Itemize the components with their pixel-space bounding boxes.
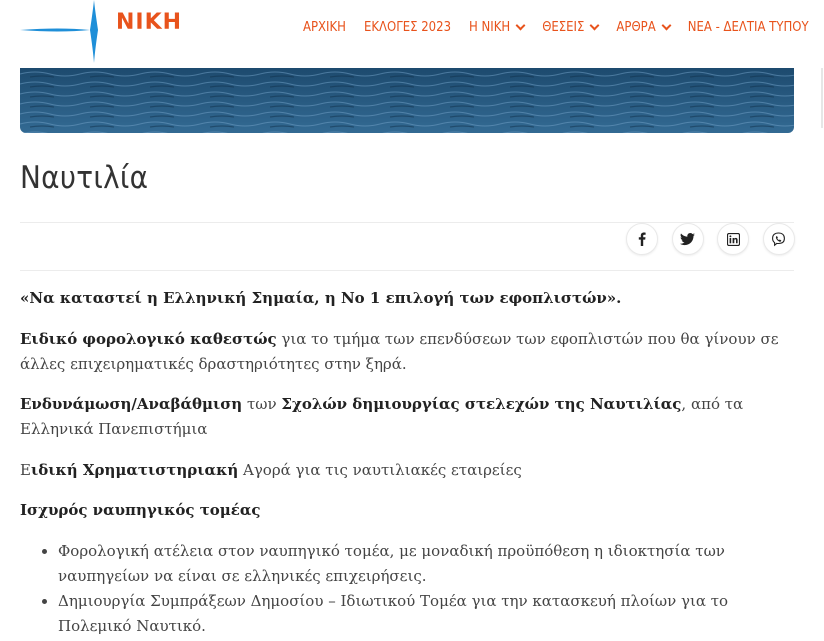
article-paragraph: [20, 498, 794, 523]
article-text: για το τμήμα των επενδύσεων των εφοπλιστών που θα γίνουν σε άλλες επιχειρηματικές δραστηριότητες στην ξηρά.: [20, 329, 779, 373]
page-title: Ναυτιλία: [20, 160, 149, 196]
share-linkedin-button[interactable]: [717, 223, 749, 255]
nav-item-positions[interactable]: [542, 17, 598, 37]
nav-item-label: ΑΡΘΡΑ: [616, 19, 656, 35]
viber-icon: [771, 232, 786, 247]
article-paragraph: [20, 286, 794, 311]
article-text: των: [242, 395, 282, 413]
article-bold-text: Σχολών δημιουργίας στελεχών της Ναυτιλίας: [281, 395, 682, 413]
share-facebook-button[interactable]: [626, 223, 658, 255]
chevron-down-icon: [590, 20, 600, 30]
nav-item-label: ΝΕΑ - ΔΕΛΤΙΑ ΤΥΠΟΥ: [687, 19, 809, 35]
list-item: • Φορολογική ατέλεια στον ναυπηγικό τομέα, με μοναδική προϋπόθεση η ιδιοκτησία των ναυπηγείων να είναι σε ελληνικές επιχειρήσεις.: [58, 539, 794, 589]
nav-item-news[interactable]: [688, 17, 809, 37]
site-logo[interactable]: [20, 0, 183, 66]
article-text: , από τα Ελληνικά Πανεπιστήμια: [20, 395, 744, 438]
article-paragraph: [20, 327, 794, 377]
article-text: Αγορά για τις ναυτιλιακές εταιρείες: [238, 460, 522, 479]
share-twitter-button[interactable]: [672, 223, 704, 255]
nav-item-label: Η ΝΙΚΗ: [469, 19, 511, 35]
article-paragraph: [20, 392, 794, 442]
divider: [20, 270, 794, 271]
logo-wordmark: ΝΙΚΗ: [116, 10, 183, 35]
nav-item-label: ΕΚΛΟΓΕΣ 2023: [363, 19, 452, 35]
article-bold-text: «Να καταστεί η Ελληνική Σημαία, η Νο 1 επιλογή των εφοπλιστών».: [20, 289, 622, 307]
linkedin-icon: [727, 233, 740, 246]
article-bold-text: Ισχυρός ναυπηγικός τομέας: [20, 501, 261, 519]
article-bold-text: Ειδικό φορολογικό καθεστώς: [20, 329, 277, 348]
main-navigation: [303, 17, 824, 37]
scrollbar-edge: [821, 68, 823, 128]
article-bullet-list: [58, 539, 794, 640]
article-bold-text: ιδική Χρηματιστηριακή: [30, 460, 239, 479]
list-item: • Δημιουργία Συμπράξεων Δημοσίου – Ιδιωτικού Τομέα για την κατασκευή πλοίων για το Πολεμικό Ναυτικό.: [58, 589, 794, 639]
article-paragraph: [20, 458, 794, 483]
site-header: [0, 0, 824, 68]
facebook-icon: [635, 232, 649, 246]
twitter-icon: [680, 233, 695, 246]
nav-item-elections-2023[interactable]: [364, 17, 451, 37]
share-buttons: [626, 223, 795, 255]
article-bold-text: Ενδυνάμωση/Αναβάθμιση: [20, 395, 243, 413]
article-text: Ε: [20, 460, 31, 479]
hero-image: [20, 68, 794, 133]
chevron-down-icon: [516, 20, 526, 30]
sea-image: [20, 68, 794, 133]
nav-item-label: ΘΕΣΕΙΣ: [542, 19, 585, 35]
chevron-down-icon: [661, 20, 671, 30]
nav-item-home[interactable]: [303, 17, 346, 37]
nav-item-niki[interactable]: [469, 17, 524, 37]
nav-item-articles[interactable]: [616, 17, 669, 37]
nav-item-label: ΑΡΧΙΚΗ: [303, 19, 346, 35]
share-viber-button[interactable]: [763, 223, 795, 255]
article-body: [20, 286, 794, 640]
